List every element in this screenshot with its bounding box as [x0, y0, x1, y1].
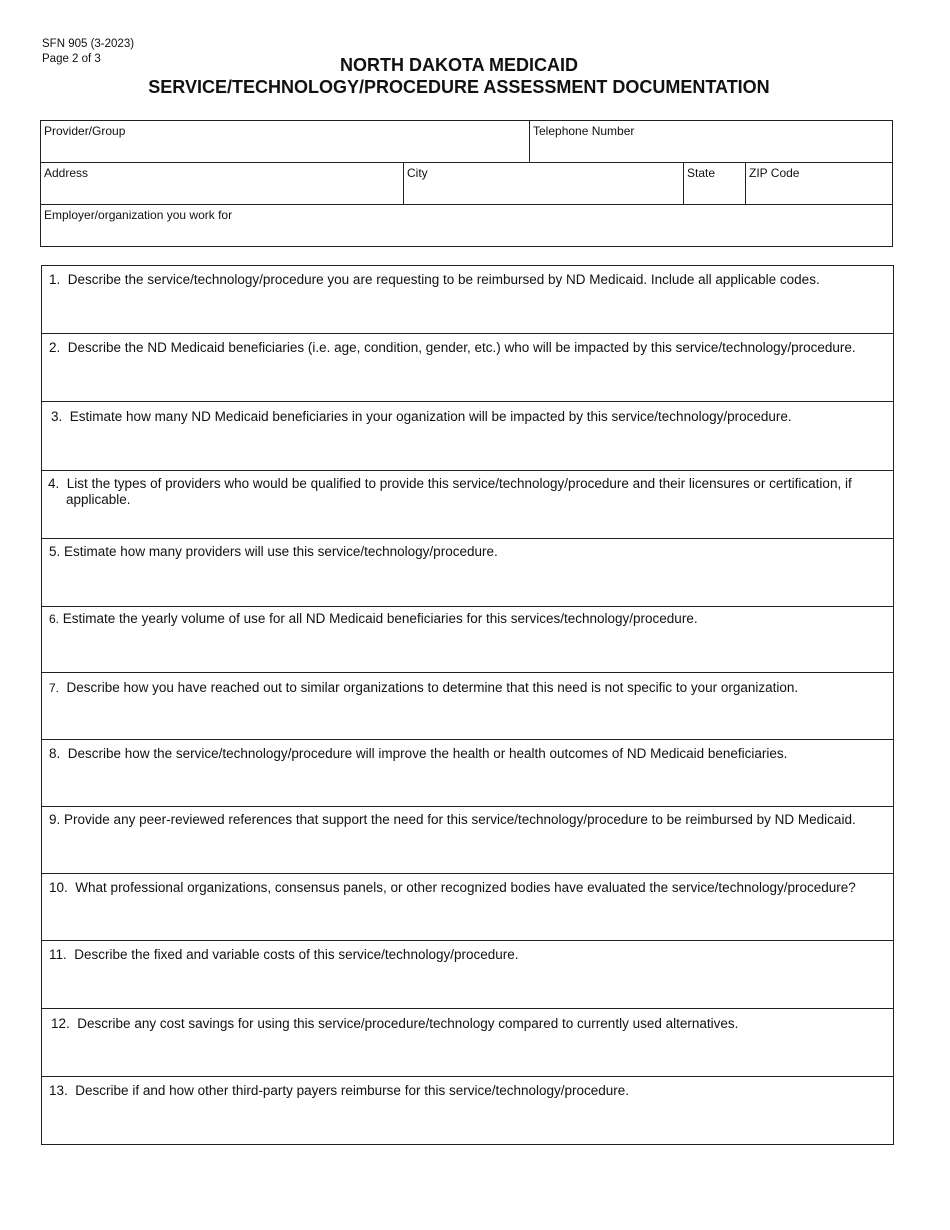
question-text: Estimate how many providers will use this service/technology/procedure.: [64, 544, 498, 559]
question-number: 13.: [49, 1083, 68, 1098]
question-7[interactable]: [42, 676, 894, 739]
question-5[interactable]: [42, 540, 894, 606]
question-text: Provide any peer-reviewed references that support the need for this service/technology/procedure to be reimbursed by ND Medicaid.: [64, 812, 856, 827]
question-number: 5.: [49, 544, 61, 559]
zip-label: ZIP Code: [749, 166, 800, 180]
zip-field[interactable]: [746, 163, 892, 204]
question-3[interactable]: [42, 405, 894, 470]
question-13[interactable]: [42, 1079, 894, 1144]
question-number: 8.: [49, 746, 61, 761]
question-number: 9.: [49, 812, 61, 827]
question-number: 10.: [49, 880, 68, 895]
question-text: Estimate how many ND Medicaid beneficiaries in your oganization will be impacted by this service/technology/procedure.: [69, 409, 792, 424]
question-text: List the types of providers who would be qualified to provide this service/technology/procedure and their licensures or certification, if applicable.: [66, 476, 852, 507]
question-4[interactable]: [42, 472, 894, 538]
question-1[interactable]: [42, 268, 894, 333]
question-text: Estimate the yearly volume of use for all ND Medicaid beneficiaries for this services/technology/procedure.: [62, 611, 698, 626]
question-number: 11.: [49, 947, 67, 962]
question-11[interactable]: [42, 943, 894, 1008]
question-number: 2.: [49, 340, 61, 355]
provider-info-table: [40, 120, 893, 247]
question-text: Describe if and how other third-party payers reimburse for this service/technology/procedure.: [75, 1083, 630, 1098]
title-line-1: NORTH DAKOTA MEDICAID: [340, 55, 578, 75]
question-9[interactable]: [42, 808, 894, 873]
question-text: Describe the fixed and variable costs of this service/technology/procedure.: [74, 947, 519, 962]
question-6[interactable]: [42, 607, 894, 672]
page-number: Page 2 of 3: [42, 53, 101, 65]
provider-group-label: Provider/Group: [44, 124, 126, 138]
question-text: Describe the ND Medicaid beneficiaries (i.e. age, condition, gender, etc.) who will be impacted by this service/technology/procedure.: [67, 340, 856, 355]
question-text: What professional organizations, consensus panels, or other recognized bodies have evaluated the service/technology/procedure?: [75, 880, 856, 895]
telephone-field[interactable]: [530, 121, 892, 162]
telephone-label: Telephone Number: [533, 124, 635, 138]
question-number: 1.: [49, 272, 61, 287]
address-field[interactable]: [41, 163, 403, 204]
state-field[interactable]: [684, 163, 745, 204]
question-8[interactable]: [42, 742, 894, 806]
question-number: 4.: [48, 476, 60, 491]
question-12[interactable]: [42, 1012, 894, 1076]
question-number: 6.: [49, 612, 60, 626]
question-number: 3.: [51, 409, 63, 424]
city-field[interactable]: [404, 163, 683, 204]
question-text: Describe how the service/technology/procedure will improve the health or health outcomes of ND Medicaid beneficiaries.: [67, 746, 788, 761]
question-text: Describe how you have reached out to similar organizations to determine that this need is not specific to your organization.: [66, 680, 799, 695]
title-line-2: SERVICE/TECHNOLOGY/PROCEDURE ASSESSMENT DOCUMENTATION: [148, 77, 770, 97]
state-label: State: [687, 166, 716, 180]
form-number: SFN 905 (3-2023): [42, 38, 135, 50]
question-text: Describe the service/technology/procedure you are requesting to be reimbursed by ND Medicaid. Include all applicable codes.: [67, 272, 820, 287]
address-label: Address: [44, 166, 89, 180]
employer-field[interactable]: [41, 205, 892, 246]
question-number: 12.: [51, 1016, 70, 1031]
questions-table: [41, 265, 894, 1145]
question-number: 7.: [49, 681, 60, 695]
city-label: City: [407, 166, 428, 180]
page-title: [0, 54, 918, 98]
provider-group-field[interactable]: [41, 121, 529, 162]
question-2[interactable]: [42, 336, 894, 401]
question-text: Describe any cost savings for using this service/procedure/technology compared to currently used alternatives.: [77, 1016, 739, 1031]
employer-label: Employer/organization you work for: [44, 208, 233, 222]
question-10[interactable]: [42, 876, 894, 940]
